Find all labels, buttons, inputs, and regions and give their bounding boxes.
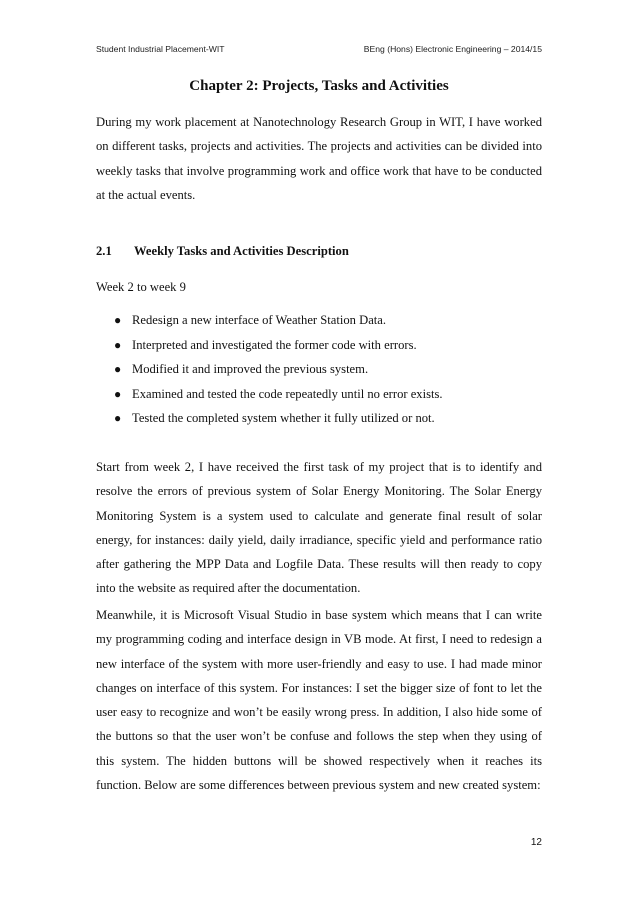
list-item-text: Tested the completed system whether it fully utilized or not.: [132, 411, 435, 426]
header-left: Student Industrial Placement-WIT: [96, 44, 225, 54]
header-right: BEng (Hons) Electronic Engineering – 2014/15: [363, 44, 542, 54]
intro-paragraph: During my work placement at Nanotechnology Research Group in WIT, I have worked on different tasks, projects and activities. The projects and activities can be divided into weekly tasks that involve programming work and office work that have to be conducted at the actual events.: [96, 115, 542, 202]
week-range: Week 2 to week 9: [96, 280, 186, 294]
list-item-text: Modified it and improved the previous system.: [132, 362, 369, 377]
chapter-title: Chapter 2: Projects, Tasks and Activities: [189, 78, 449, 94]
bullet-icon: ●: [114, 386, 122, 401]
section-heading: [96, 244, 349, 259]
list-item: [96, 357, 542, 382]
paragraph-week2-task: Start from week 2, I have received the first task of my project that is to identify and resolve the errors of previous system of Solar Energy Monitoring. The Solar Energy Monitoring System is a system used to calculate and generate final result of solar energy, for instances: daily yield, daily irradiance, specific yield and performance ratio after gathering the MPP Data and Logfile Data. These results will then ready to copy into the website as required after the documentation.: [96, 460, 542, 596]
list-item-text: Redesign a new interface of Weather Station Data.: [132, 313, 387, 327]
list-item-text: Interpreted and investigated the former code with errors.: [132, 337, 417, 352]
list-item: [96, 382, 542, 407]
bullet-icon: ●: [114, 313, 122, 327]
paragraph-visual-studio: Meanwhile, it is Microsoft Visual Studio in base system which means that I can write my programming coding and interface design in VB mode. At first, I need to redesign a new interface of the system with more user-friendly and easy to use. I had made minor changes on interface of this system. For instances: I set the bigger size of font to let the user easy to recognize and won’t be easily wrong press. In addition, I also hide some of the buttons so that the user won’t be confuse and follows the step when they using of this system. The hidden buttons will be showed respectively when it reaches its function. Below are some differences between previous system and new created system:: [96, 608, 542, 793]
list-item-text: Examined and tested the code repeatedly until no error exists.: [132, 386, 443, 401]
section-title: Weekly Tasks and Activities Description: [134, 244, 349, 258]
page-number: 12: [530, 837, 542, 848]
list-item: [96, 333, 542, 358]
list-item: [96, 406, 542, 431]
section-number: 2.1: [96, 244, 112, 258]
bullet-icon: ●: [114, 362, 122, 377]
bullet-icon: ●: [114, 337, 122, 352]
list-item: [96, 308, 542, 333]
task-list: [96, 308, 542, 431]
bullet-icon: ●: [114, 411, 122, 426]
